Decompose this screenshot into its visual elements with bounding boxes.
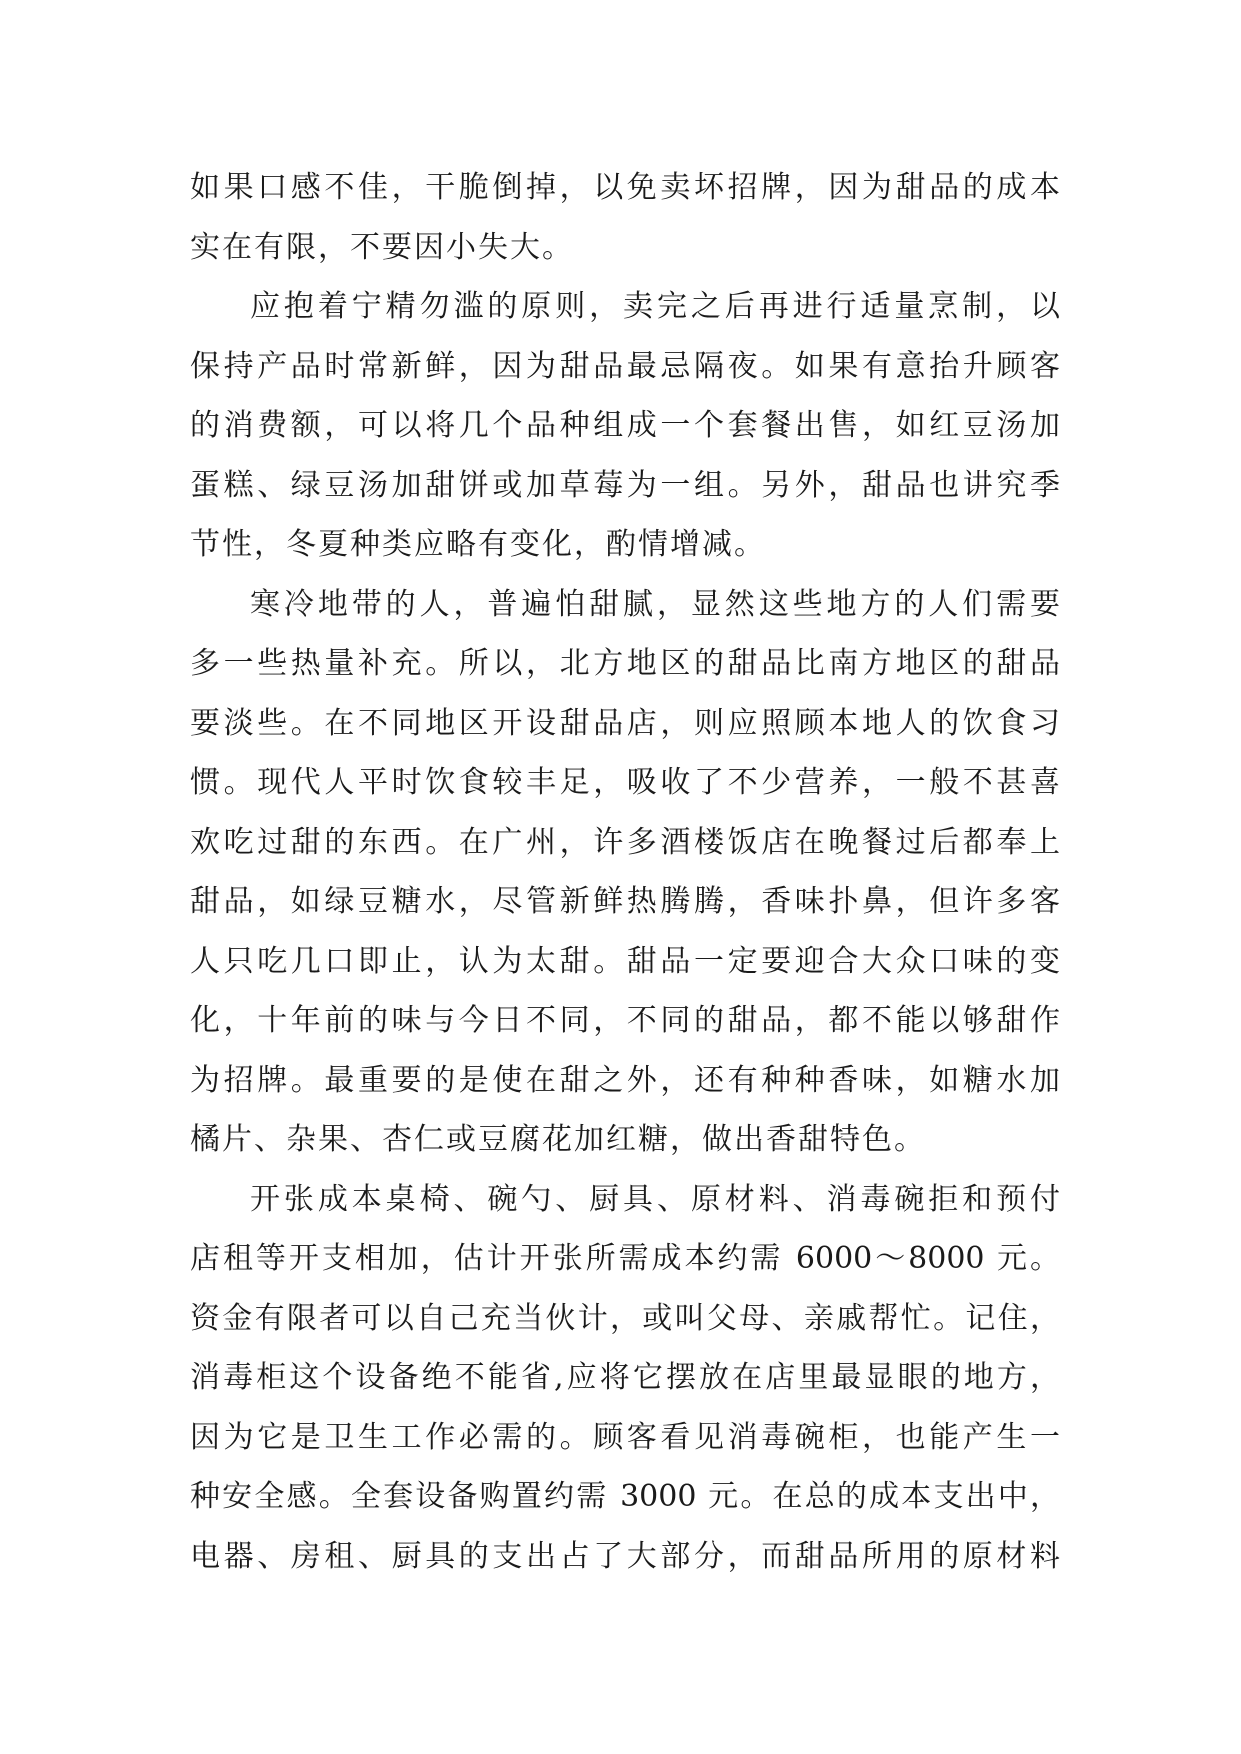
text-line: 化，十年前的味与今日不同，不同的甜品，都不能以够甜作 — [190, 1003, 1060, 1038]
text-line: 因为它是卫生工作必需的。顾客看见消毒碗柜，也能产生一 — [190, 1419, 1060, 1455]
text-line: 蛋糕、绿豆汤加甜饼或加草莓为一组。另外，甜品也讲究季 — [190, 467, 1060, 503]
text-line: 节性，冬夏种类应略有变化，酌情增减。 — [190, 527, 766, 562]
text-line: 资金有限者可以自己充当伙计，或叫父母、亲戚帮忙。记住， — [190, 1300, 1060, 1336]
text-line: 为招牌。最重要的是使在甜之外，还有种种香味，如糖水加 — [190, 1062, 1060, 1098]
text-line: 人只吃几口即止，认为太甜。甜品一定要迎合大众口味的变 — [190, 943, 1060, 979]
text-line: 要淡些。在不同地区开设甜品店，则应照顾本地人的饮食习 — [190, 705, 1060, 741]
paragraph-first-line: 开张成本桌椅、碗勺、厨具、原材料、消毒碗拒和预付 — [250, 1181, 1060, 1217]
text-line: 保持产品时常新鲜，因为甜品最忌隔夜。如果有意抬升顾客 — [190, 348, 1060, 384]
text-line: 店租等开支相加，估计开张所需成本约需 6000～8000 元。 — [190, 1241, 1060, 1276]
paragraph-first-line: 应抱着宁精勿滥的原则，卖完之后再进行适量烹制，以 — [250, 289, 1060, 324]
text-line: 消毒柜这个设备绝不能省,应将它摆放在店里最显眼的地方， — [190, 1360, 1060, 1395]
text-line: 如果口感不佳，干脆倒掉，以免卖坏招牌，因为甜品的成本 — [190, 170, 1060, 205]
text-line: 欢吃过甜的东西。在广州，许多酒楼饭店在晚餐过后都奉上 — [190, 824, 1060, 860]
text-line: 多一些热量补充。所以，北方地区的甜品比南方地区的甜品 — [190, 646, 1060, 681]
text-line: 种安全感。全套设备购置约需 3000 元。在总的成本支出中， — [190, 1479, 1060, 1514]
document-body — [190, 158, 1060, 1586]
text-line: 惯。现代人平时饮食较丰足，吸收了不少营养，一般不甚喜 — [190, 765, 1060, 800]
text-line: 的消费额，可以将几个品种组成一个套餐出售，如红豆汤加 — [190, 408, 1060, 443]
text-line: 甜品，如绿豆糖水，尽管新鲜热腾腾，香味扑鼻，但许多客 — [190, 884, 1060, 919]
text-line: 电器、房租、厨具的支出占了大部分，而甜品所用的原材料 — [190, 1538, 1060, 1574]
text-line: 橘片、杂果、杏仁或豆腐花加红糖，做出香甜特色。 — [190, 1122, 926, 1157]
paragraph-first-line: 寒冷地带的人，普遍怕甜腻，显然这些地方的人们需要 — [250, 586, 1060, 622]
text-line: 实在有限，不要因小失大。 — [190, 229, 574, 265]
